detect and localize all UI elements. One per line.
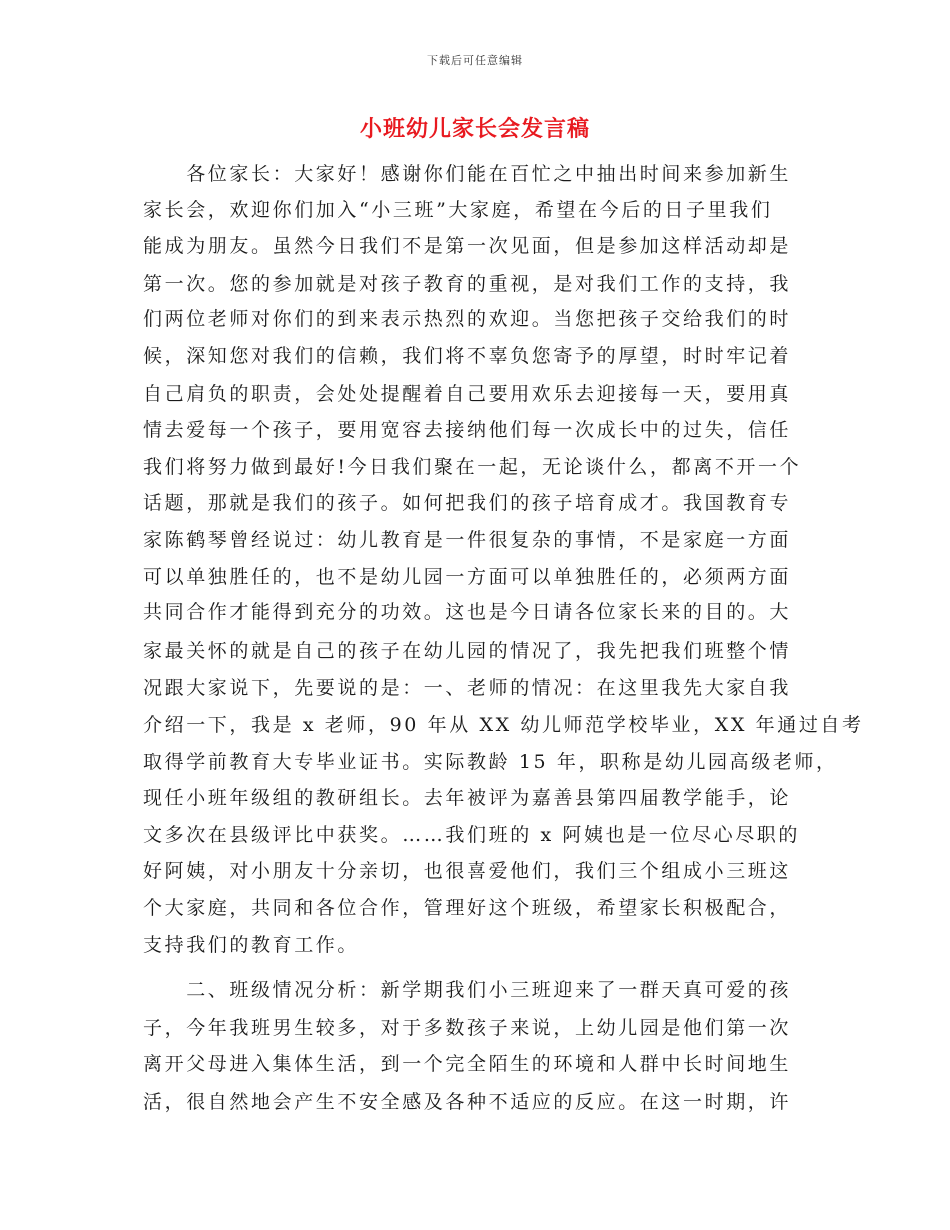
body-line: 情去爱每一个孩子，要用宽容去接纳他们每一次成长中的过失，信任 <box>143 419 792 441</box>
body-line: 子，今年我班男生较多，对于多数孩子来说，上幼儿园是他们第一次 <box>143 1017 792 1039</box>
document-title: 小班幼儿家长会发言稿 <box>359 117 590 142</box>
body-line: 好阿姨，对小朋友十分亲切，也很喜爱他们，我们三个组成小三班这 <box>143 860 792 882</box>
body-line: 第一次。您的参加就是对孩子教育的重视，是对我们工作的支持，我 <box>143 273 792 295</box>
body-line: 可以单独胜任的，也不是幼儿园一方面可以单独胜任的，必须两方面 <box>143 566 792 588</box>
body-line: 家最关怀的就是自己的孩子在幼儿园的情况了，我先把我们班整个情 <box>143 640 792 662</box>
body-line: 共同合作才能得到充分的功效。这也是今日请各位家长来的目的。大 <box>143 601 792 623</box>
body-line: 们两位老师对你们的到来表示热烈的欢迎。当您把孩子交给我们的时 <box>143 308 792 330</box>
body-line: 候，深知您对我们的信赖，我们将不辜负您寄予的厚望，时时牢记着 <box>143 345 792 367</box>
body-line: 个大家庭，共同和各位合作，管理好这个班级，希望家长积极配合， <box>143 897 792 919</box>
body-line: 各位家长：大家好！感谢你们能在百忙之中抽出时间来参加新生 <box>143 163 792 185</box>
body-line: 活，很自然地会产生不安全感及各种不适应的反应。在这一时期，许 <box>143 1091 792 1113</box>
body-line: 离开父母进入集体生活，到一个完全陌生的环境和人群中长时间地生 <box>143 1053 792 1075</box>
body-line: 取得学前教育大专毕业证书。实际教龄 15 年，职称是幼儿园高级老师， <box>143 751 838 773</box>
body-line: 支持我们的教育工作。 <box>143 934 360 956</box>
body-line: 文多次在县级评比中获奖。……我们班的 x 阿姨也是一位尽心尽职的 <box>143 824 800 846</box>
body-line: 家长会，欢迎你们加入“小三班”大家庭，希望在今后的日子里我们 <box>143 199 773 221</box>
body-line: 二、班级情况分析：新学期我们小三班迎来了一群天真可爱的孩 <box>143 979 792 1001</box>
body-line: 话题，那就是我们的孩子。如何把我们的孩子培育成才。我国教育专 <box>143 492 792 514</box>
page-header: 下载后可任意编辑 <box>427 54 523 67</box>
body-line: 介绍一下，我是 x 老师，90 年从 XX 幼儿师范学校毕业，XX 年通过自考 <box>143 714 864 736</box>
body-line: 况跟大家说下，先要说的是：一、老师的情况：在这里我先大家自我 <box>143 677 792 699</box>
body-line: 家陈鹤琴曾经说过：幼儿教育是一件很复杂的事情，不是家庭一方面 <box>143 529 792 551</box>
body-line: 能成为朋友。虽然今日我们不是第一次见面，但是参加这样活动却是 <box>143 235 792 257</box>
body-line: 自己肩负的职责，会处处提醒着自己要用欢乐去迎接每一天，要用真 <box>143 383 792 405</box>
body-line: 我们将努力做到最好!今日我们聚在一起，无论谈什么，都离不开一个 <box>143 456 802 478</box>
body-line: 现任小班年级组的教研组长。去年被评为嘉善县第四届教学能手，论 <box>143 787 792 809</box>
